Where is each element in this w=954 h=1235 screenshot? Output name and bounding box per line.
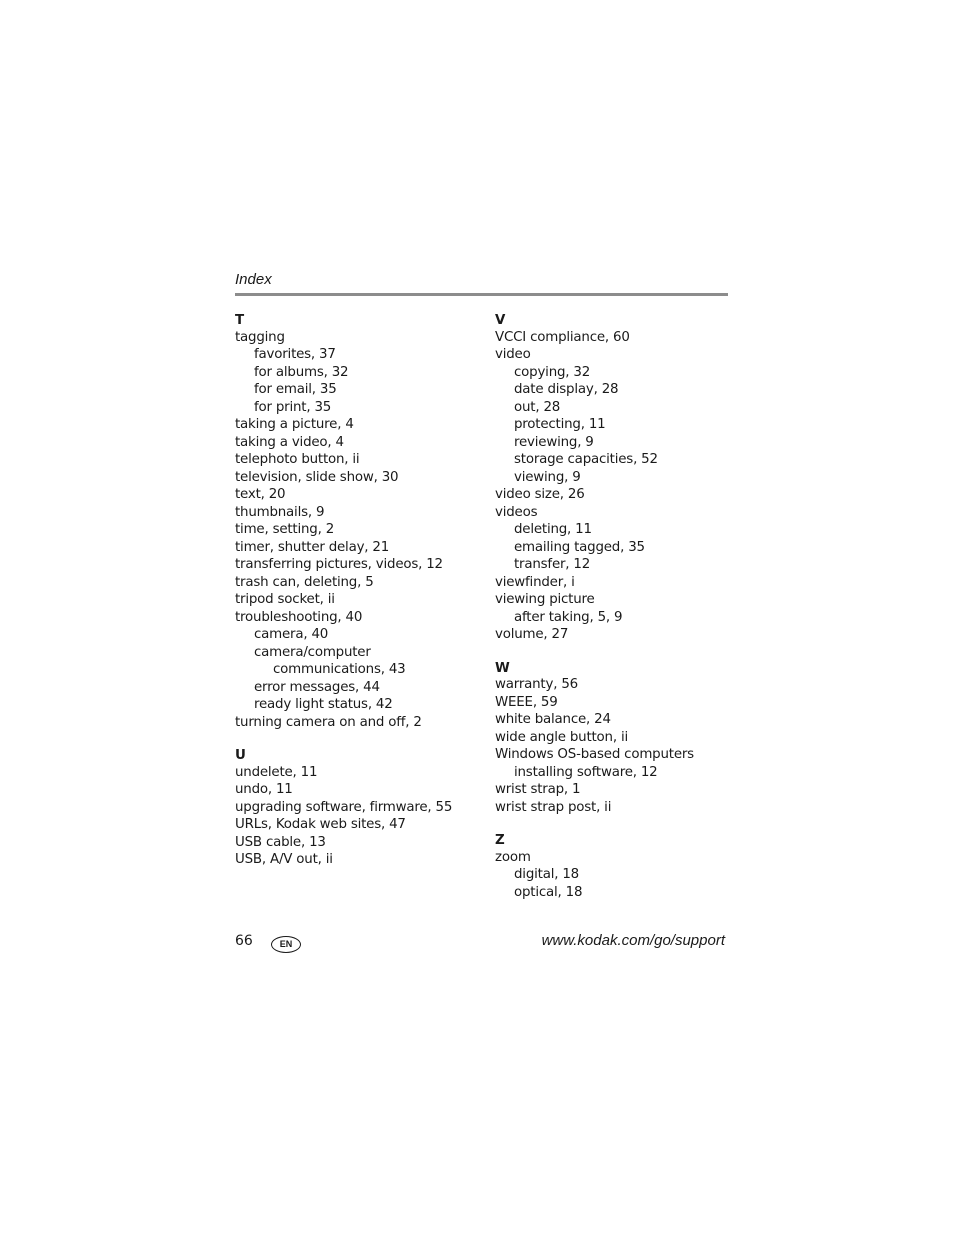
index-section-w: [495, 659, 745, 817]
index-entry: VCCI compliance, 60: [495, 329, 630, 345]
index-subentry: storage capacities, 52: [514, 452, 658, 467]
index-column-left: [235, 311, 485, 884]
support-url: www.kodak.com/go/support: [541, 932, 725, 949]
index-subentry: installing software, 12: [514, 764, 658, 780]
index-entry: text, 20: [235, 487, 286, 502]
index-column-right: [495, 311, 745, 916]
index-subentry: optical, 18: [514, 884, 583, 900]
index-entry: viewfinder, i: [495, 574, 575, 590]
section-letter: V: [495, 313, 506, 328]
index-subentry: for email, 35: [254, 382, 337, 397]
index-subentry: transfer, 12: [514, 557, 591, 572]
index-subentry: reviewing, 9: [514, 434, 594, 450]
page-number: 66: [235, 933, 253, 949]
index-entry: wrist strap post, ii: [495, 799, 612, 815]
index-entry: white balance, 24: [495, 712, 611, 727]
index-entry: trash can, deleting, 5: [235, 574, 374, 590]
index-entry: time, setting, 2: [235, 522, 335, 537]
index-section-t: [235, 311, 485, 731]
index-entry: viewing picture: [495, 592, 595, 607]
index-entry: USB, A/V out, ii: [235, 852, 333, 867]
index-entry: transferring pictures, videos, 12: [235, 557, 443, 572]
index-subentry: viewing, 9: [514, 469, 581, 485]
index-entry: timer, shutter delay, 21: [235, 539, 390, 555]
index-subentry: for albums, 32: [254, 364, 349, 380]
index-entry: video size, 26: [495, 487, 585, 502]
index-subentry: favorites, 37: [254, 347, 336, 362]
index-entry: taking a picture, 4: [235, 417, 354, 432]
index-entry: video: [495, 347, 531, 362]
index-subentry: ready light status, 42: [254, 697, 393, 712]
index-entry: undelete, 11: [235, 764, 318, 780]
header-rule: [235, 293, 728, 296]
index-subentry: deleting, 11: [514, 522, 592, 537]
index-entry: telephoto button, ii: [235, 452, 360, 467]
index-entry: tripod socket, ii: [235, 592, 335, 607]
section-letter: T: [235, 313, 244, 328]
index-subentry: date display, 28: [514, 382, 619, 397]
index-subentry: error messages, 44: [254, 679, 380, 695]
index-entry: WEEE, 59: [495, 694, 558, 710]
index-entry: upgrading software, firmware, 55: [235, 799, 453, 815]
index-entry: troubleshooting, 40: [235, 609, 363, 625]
index-subentry: after taking, 5, 9: [514, 609, 623, 625]
index-entry: wrist strap, 1: [495, 782, 581, 797]
index-entry: URLs, Kodak web sites, 47: [235, 817, 406, 832]
index-entry: tagging: [235, 329, 285, 345]
index-subentry: copying, 32: [514, 364, 591, 380]
language-badge-icon: EN: [271, 936, 301, 953]
index-entry: USB cable, 13: [235, 834, 326, 850]
index-entry: taking a video, 4: [235, 434, 344, 450]
index-subentry: emailing tagged, 35: [514, 539, 645, 555]
index-section-z: [495, 831, 745, 901]
index-entry: television, slide show, 30: [235, 469, 399, 485]
index-subentry: for print, 35: [254, 399, 332, 415]
index-subentry: communications, 43: [273, 662, 406, 677]
index-entry: volume, 27: [495, 627, 569, 642]
index-subentry: protecting, 11: [514, 417, 606, 432]
index-subentry: camera, 40: [254, 627, 329, 642]
index-entry: turning camera on and off, 2: [235, 714, 422, 730]
section-letter: W: [495, 660, 510, 676]
index-section-v: [495, 311, 745, 644]
index-entry: wide angle button, ii: [495, 729, 628, 745]
index-entry: undo, 11: [235, 782, 293, 797]
index-entry: thumbnails, 9: [235, 504, 325, 520]
index-subentry: digital, 18: [514, 867, 579, 882]
section-letter: U: [235, 748, 246, 763]
section-letter: Z: [495, 833, 505, 848]
index-entry: videos: [495, 504, 538, 520]
running-head: Index: [235, 271, 272, 288]
index-entry: zoom: [495, 849, 531, 865]
index-entry: warranty, 56: [495, 677, 578, 692]
index-subentry: out, 28: [514, 399, 561, 415]
index-entry: Windows OS-based computers: [495, 747, 694, 762]
index-section-u: [235, 746, 485, 869]
index-subentry: camera/computer: [254, 644, 371, 660]
